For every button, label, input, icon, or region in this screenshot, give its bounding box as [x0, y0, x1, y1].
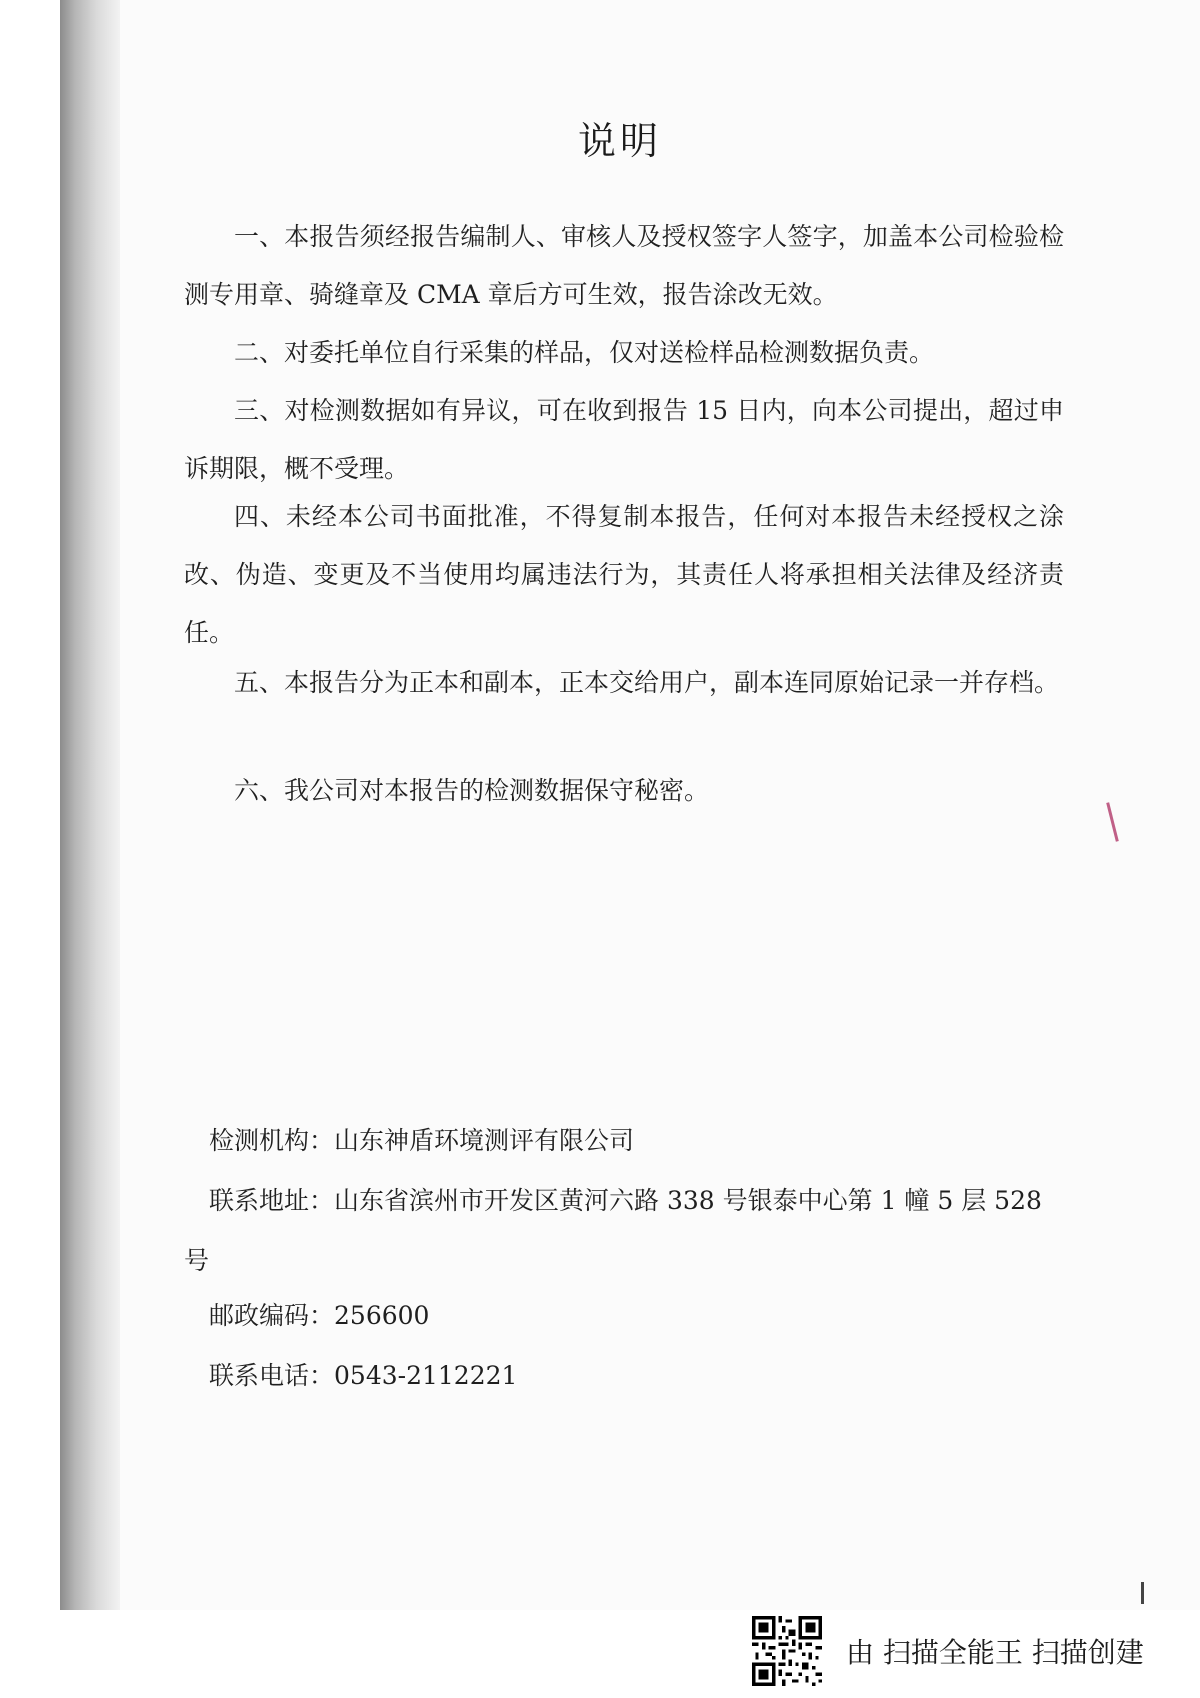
clause-3: 三、对检测数据如有异议，可在收到报告 15 日内，向本公司提出，超过申诉期限，概不受理。: [184, 396, 1064, 483]
phone-value: 0543-2112221: [334, 1361, 518, 1390]
institution-value: 山东神盾环境测评有限公司: [334, 1126, 635, 1155]
scan-mark: [1141, 1582, 1144, 1604]
address-label: 联系地址：: [209, 1186, 335, 1215]
postcode-line: [184, 1286, 1074, 1346]
document-title: 说明: [577, 119, 662, 163]
qr-code-icon: [752, 1616, 822, 1686]
scanner-credit-text: 由 扫描全能王 扫描创建: [846, 1636, 1144, 1669]
postcode-value: 256600: [334, 1301, 430, 1330]
postcode-label: 邮政编码：: [209, 1301, 335, 1330]
clause-5: 五、本报告分为正本和副本，正本交给用户，副本连同原始记录一并存档。: [234, 668, 1060, 697]
clause-2: 二、对委托单位自行采集的样品，仅对送检样品检测数据负责。: [234, 338, 935, 367]
clause-4: 四、未经本公司书面批准，不得复制本报告，任何对本报告未经授权之涂改、伪造、变更及不当使用均属违法行为，其责任人将承担相关法律及经济责任。: [184, 502, 1064, 647]
phone-label: 联系电话：: [209, 1361, 335, 1390]
clause-6: 六、我公司对本报告的检测数据保守秘密。: [234, 776, 710, 805]
scanned-page: [60, 0, 1200, 1610]
address-line: [184, 1171, 1074, 1291]
scanner-watermark: [752, 1616, 1182, 1686]
clause-1: 一、本报告须经报告编制人、审核人及授权签字人签字，加盖本公司检验检测专用章、骑缝章及 CMA 章后方可生效，报告涂改无效。: [184, 222, 1064, 309]
phone-line: [184, 1346, 1074, 1406]
institution-label: 检测机构：: [209, 1126, 335, 1155]
institution-line: [184, 1111, 1074, 1171]
binding-shadow: [60, 0, 120, 1610]
address-value: 山东省滨州市开发区黄河六路 338 号银泰中心第 1 幢 5 层 528 号: [184, 1186, 1042, 1275]
